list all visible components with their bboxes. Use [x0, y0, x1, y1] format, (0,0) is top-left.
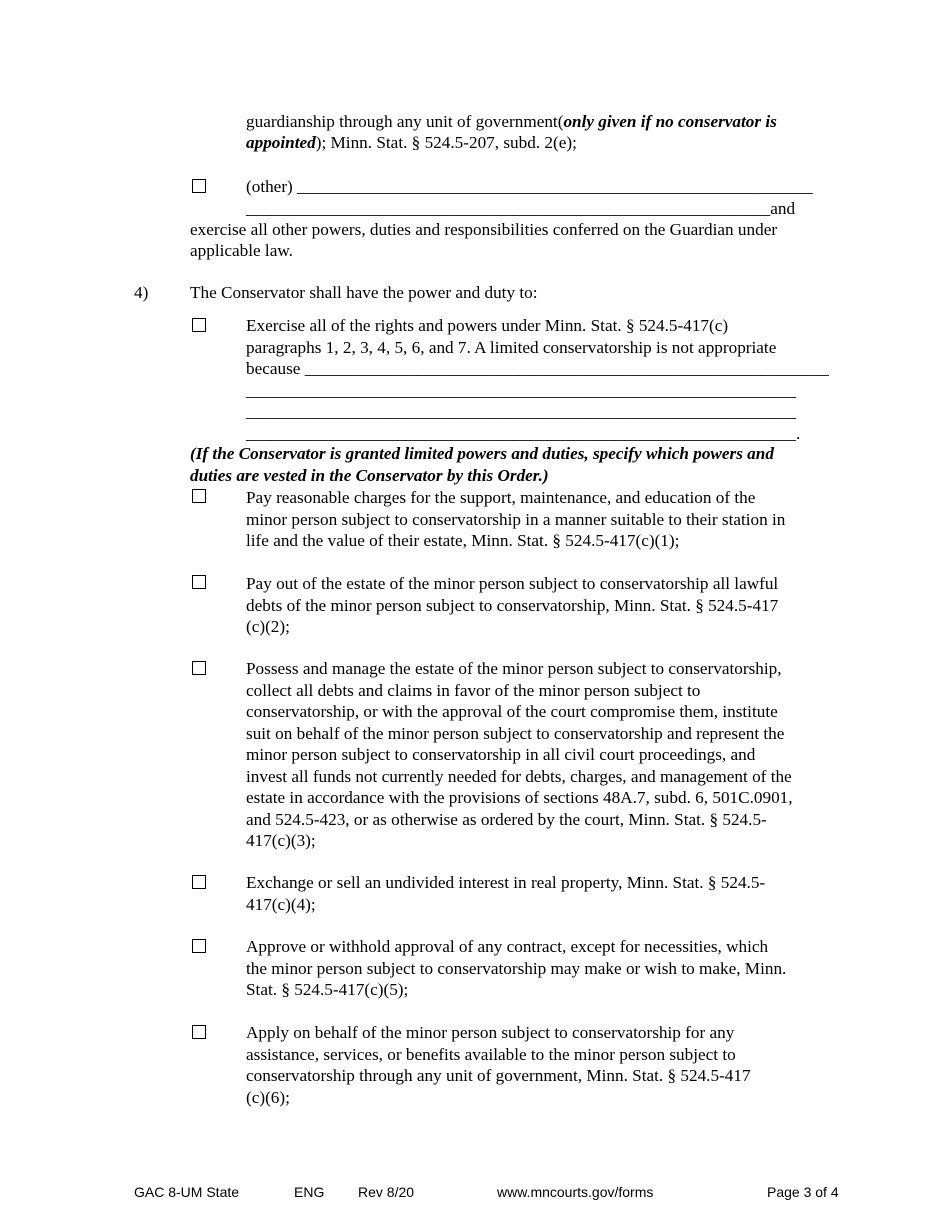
footer-url[interactable]: www.mncourts.gov/forms — [497, 1184, 654, 1200]
all-powers-line-1: Exercise all of the rights and powers under Minn. Stat. § 524.5-417(c) — [246, 316, 729, 335]
limited-powers-instruction-2: duties are vested in the Conservator by this Order.) — [190, 466, 549, 485]
power-checkbox-1[interactable] — [192, 489, 206, 503]
other-power-blank-2[interactable]: _____________________________________________________________ — [246, 199, 771, 218]
footer-language: ENG — [294, 1184, 325, 1200]
power-item-6: Apply on behalf of the minor person subject to conservatorship for any assistance, services, or benefits available to the minor person subject to conservatorship through any unit of government, Minn. Stat. § 524.5-417 (c)(6); — [246, 1023, 751, 1107]
other-power-line-2: _____________________________________________________________and — [246, 199, 796, 218]
footer-page-number: Page 3 of 4 — [767, 1184, 839, 1200]
because-blank-2[interactable]: ________________________________________________________________ — [246, 381, 796, 400]
power-checkbox-4[interactable] — [192, 875, 206, 889]
other-power-continuation-1: exercise all other powers, duties and responsibilities conferred on the Guardian under — [190, 220, 778, 239]
section-4-heading: The Conservator shall have the power and duty to: — [190, 283, 538, 302]
power-item-2: Pay out of the estate of the minor person subject to conservatorship all lawful debts of the minor person subject to conservatorship, Minn. Stat. § 524.5-417 (c)(2); — [246, 574, 779, 636]
power-item-3: Possess and manage the estate of the minor person subject to conservatorship, collect all debts and claims in favor of the minor person subject to conservatorship, or with the approval of the court compromise them, institute suit on behalf of the minor person subject to conservatorship and represent the minor person subject to conservatorship in all civil court proceedings, and invest all funds not currently needed for debts, charges, and management of the estate in accordance with the provisions of sections 48A.7, subd. 6, 501C.0901, and 524.5-423, or as otherwise as ordered by the court, Minn. Stat. § 524.5- 417(c)(3); — [246, 659, 793, 850]
power-checkbox-3[interactable] — [192, 661, 206, 675]
limited-powers-instruction-1: (If the Conservator is granted limited powers and duties, specify which powers and — [190, 444, 774, 463]
power-checkbox-5[interactable] — [192, 939, 206, 953]
power-item-4: Exchange or sell an undivided interest in real property, Minn. Stat. § 524.5- 417(c)(4); — [246, 873, 766, 914]
guardianship-clause-line-1: guardianship through any unit of government(only given if no conservator is — [246, 112, 777, 131]
power-item-5: Approve or withhold approval of any contract, except for necessities, which the minor person subject to conservatorship may make or wish to make, Minn. Stat. § 524.5-417(c)(5); — [246, 937, 787, 999]
guardianship-clause-line-2: appointed); Minn. Stat. § 524.5-207, subd. 2(e); — [246, 133, 577, 152]
power-checkbox-2[interactable] — [192, 575, 206, 589]
other-power-line-1: (other) ____________________________________________________________ — [246, 177, 813, 196]
other-power-continuation-2: applicable law. — [190, 241, 293, 260]
footer-revision: Rev 8/20 — [358, 1184, 415, 1200]
section-4-number: 4) — [134, 283, 149, 302]
footer-form-id: GAC 8-UM State — [134, 1184, 240, 1200]
all-powers-line-2: paragraphs 1, 2, 3, 4, 5, 6, and 7. A limited conservatorship is not appropriate — [246, 338, 777, 357]
all-powers-checkbox[interactable] — [192, 318, 206, 332]
other-power-blank-1[interactable]: ____________________________________________________________ — [297, 177, 813, 196]
conservator-condition-note: only given if no conservator is — [563, 112, 777, 131]
other-power-checkbox[interactable] — [192, 179, 206, 193]
because-blank-3[interactable]: ________________________________________________________________ — [246, 402, 796, 421]
power-checkbox-6[interactable] — [192, 1025, 206, 1039]
because-line: because _____________________________________________________________ — [246, 359, 829, 378]
power-item-1: Pay reasonable charges for the support, maintenance, and education of the minor person subject to conservatorship in a manner suitable to their station in life and the value of their estate, Minn. Stat. § 524.5-417(c)(1); — [246, 488, 786, 550]
because-blank-4[interactable]: ________________________________________________________________. — [246, 424, 801, 443]
because-blank-1[interactable]: _____________________________________________________________ — [304, 359, 829, 378]
